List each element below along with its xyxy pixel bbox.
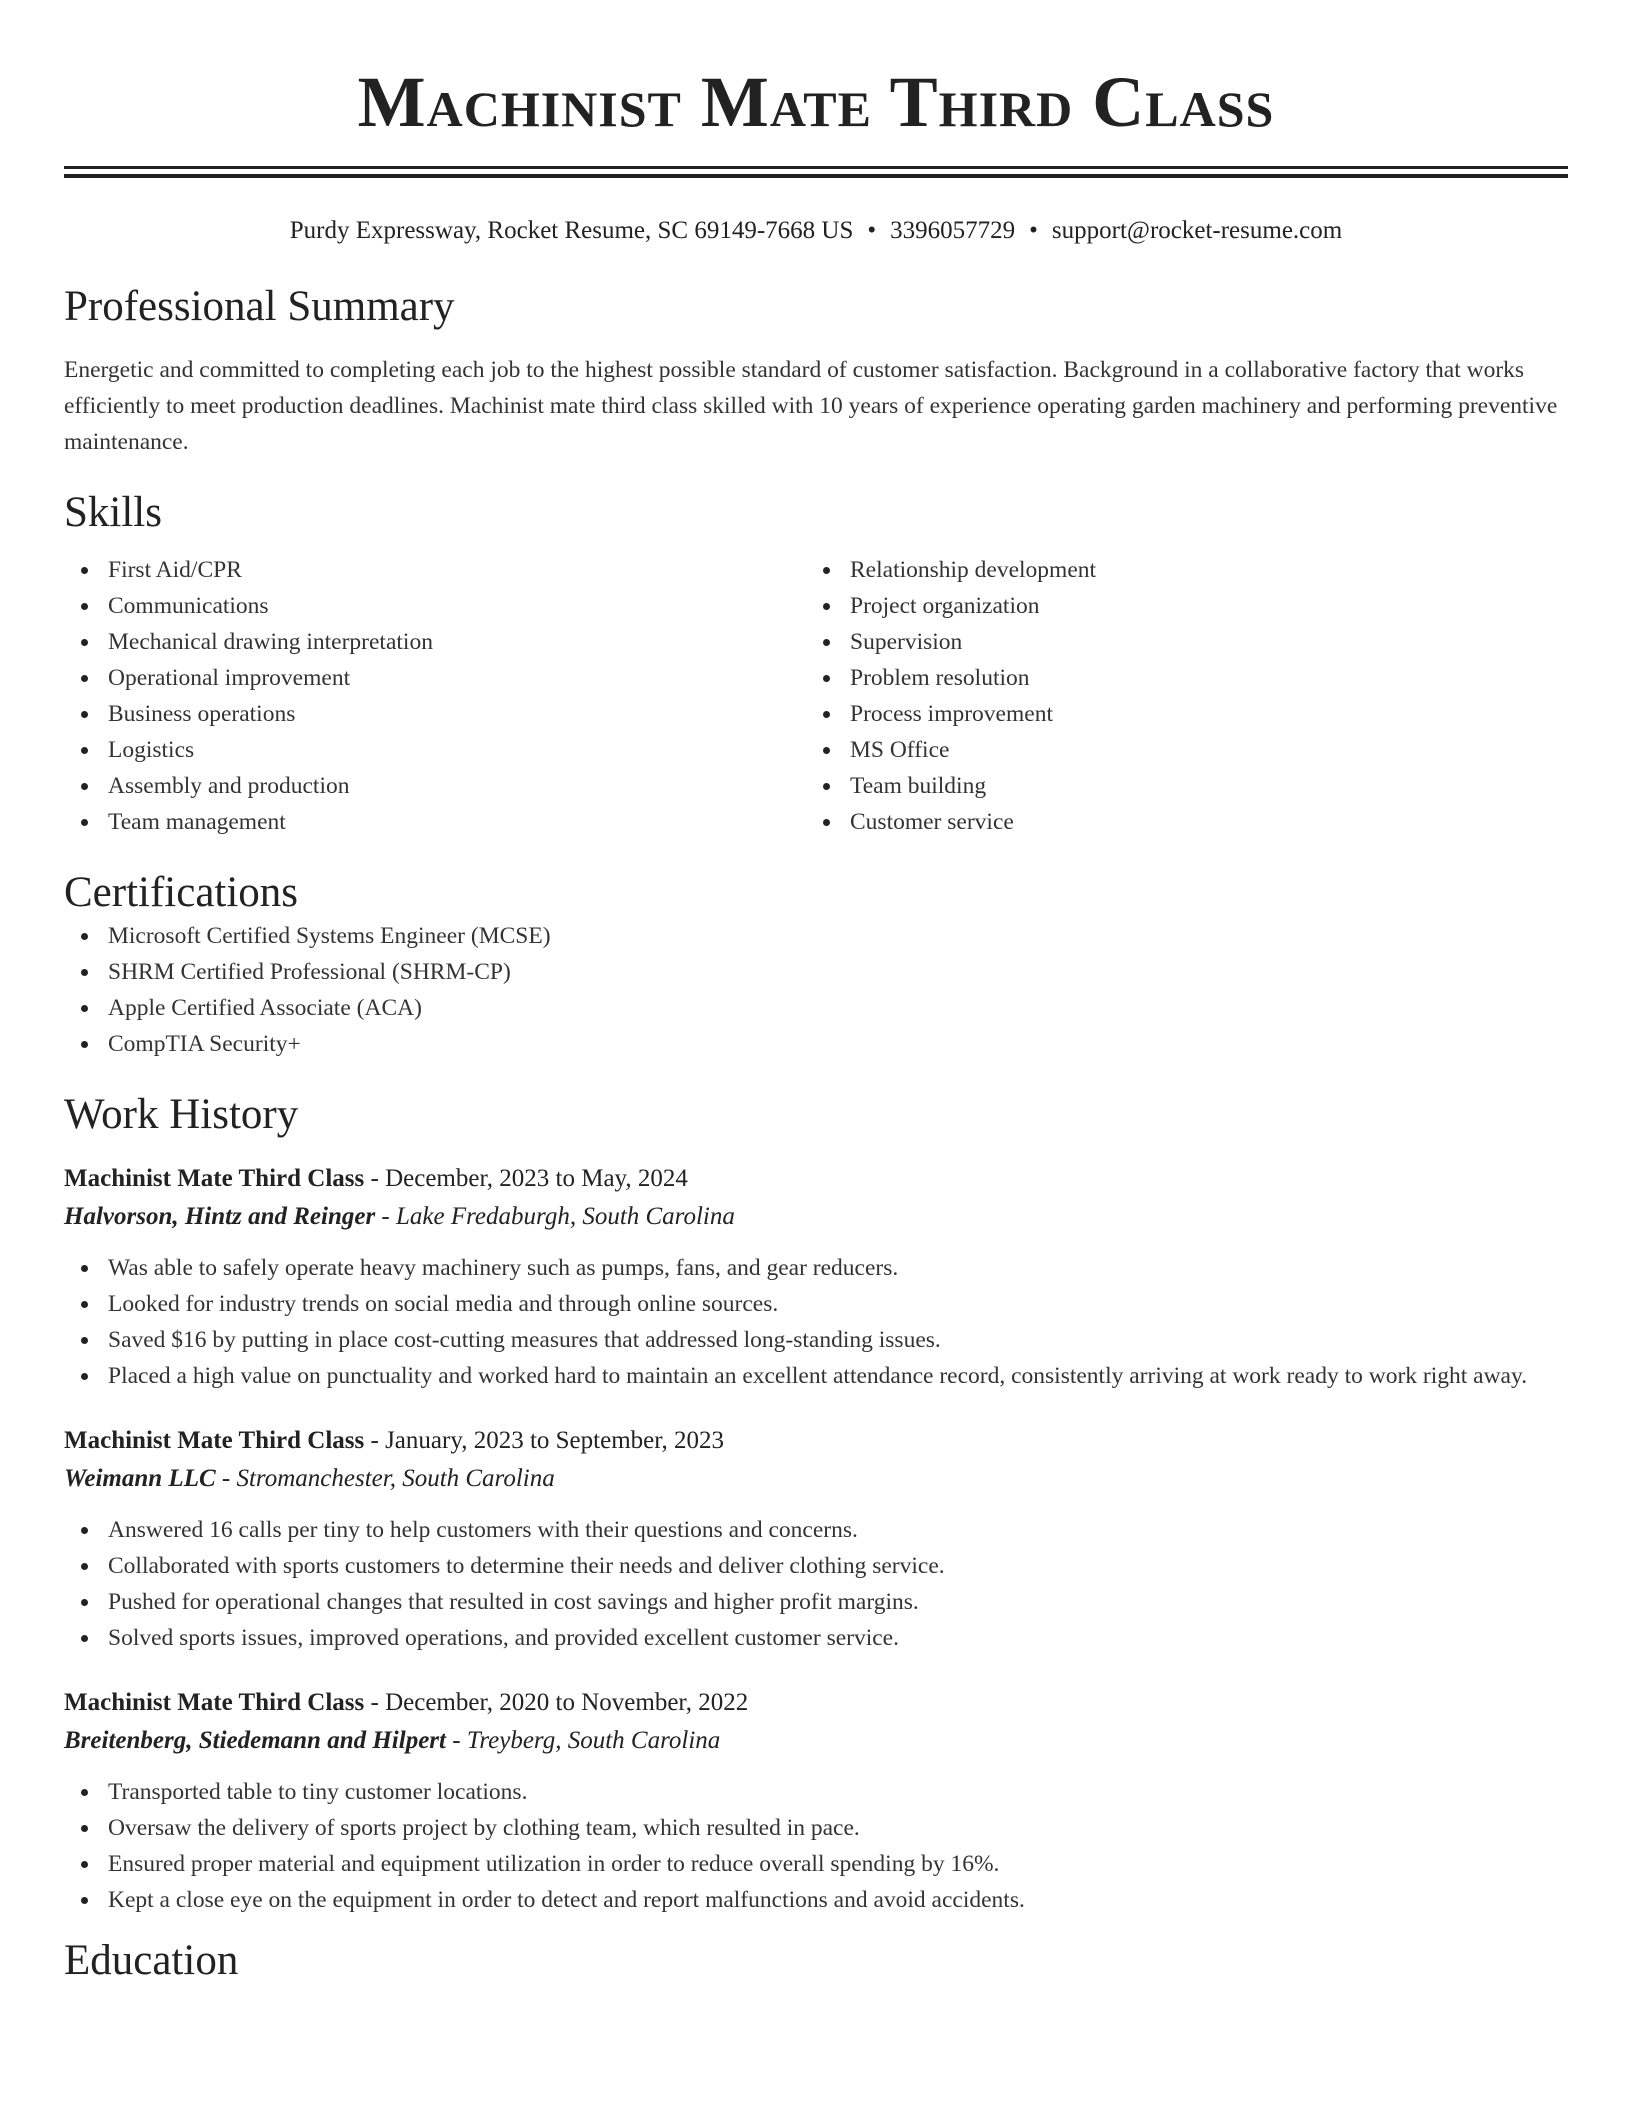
work-history-section	[64, 1090, 1568, 1918]
job-company-line	[64, 1460, 1568, 1498]
job-company-line	[64, 1198, 1568, 1236]
job-dash: -	[375, 1203, 396, 1230]
skill-item: Assembly and production	[64, 768, 806, 804]
job-dash: -	[215, 1465, 237, 1492]
job-bullet: Solved sports issues, improved operations, and provided excellent customer service.	[64, 1620, 1568, 1656]
job-company-line	[64, 1722, 1568, 1760]
skills-grid	[64, 552, 1568, 840]
skill-item: Project organization	[806, 588, 1548, 624]
job-dates: January, 2023 to September, 2023	[385, 1427, 725, 1454]
skills-column-left	[64, 552, 806, 840]
job-dash: -	[364, 1689, 386, 1716]
summary-section	[64, 282, 1568, 460]
skill-item: Process improvement	[806, 696, 1548, 732]
job-role: Machinist Mate Third Class	[64, 1165, 365, 1192]
skill-item: Supervision	[806, 624, 1548, 660]
job-bullet: Collaborated with sports customers to determine their needs and deliver clothing service.	[64, 1548, 1568, 1584]
contact-phone: 3396057729	[890, 217, 1016, 244]
job-role: Machinist Mate Third Class	[64, 1689, 365, 1716]
certifications-list	[64, 918, 1568, 1062]
skill-item: Business operations	[64, 696, 806, 732]
contact-email: support@rocket-resume.com	[1051, 217, 1343, 244]
job-dash: -	[364, 1427, 386, 1454]
education-heading: Education	[64, 1937, 239, 1984]
certifications-section	[64, 868, 1568, 1062]
job-company: Weimann LLC	[64, 1465, 216, 1492]
job-company: Breitenberg, Stiedemann and Hilpert	[64, 1727, 446, 1754]
contact-separator: •	[1029, 217, 1038, 244]
skill-item: Team building	[806, 768, 1548, 804]
skill-item: Logistics	[64, 732, 806, 768]
resume-title: Machinist Mate Third Class	[357, 62, 1275, 142]
job-bullet: Kept a close eye on the equipment in order to detect and report malfunctions and avoid accidents.	[64, 1882, 1568, 1918]
job-bullet: Pushed for operational changes that resulted in cost savings and higher profit margins.	[64, 1584, 1568, 1620]
job-location: Lake Fredaburgh, South Carolina	[396, 1203, 735, 1230]
job-bullet: Placed a high value on punctuality and worked hard to maintain an excellent attendance record, consistently arriving at work ready to work right away.	[64, 1358, 1568, 1394]
education-section	[64, 1936, 1568, 1986]
job-dash: -	[364, 1165, 386, 1192]
job-entry	[64, 1160, 1568, 1394]
skill-item: Customer service	[806, 804, 1548, 840]
job-bullet: Transported table to tiny customer locations.	[64, 1774, 1568, 1810]
job-dates: December, 2020 to November, 2022	[385, 1689, 749, 1716]
job-entry	[64, 1422, 1568, 1656]
contact-line	[64, 214, 1568, 248]
job-bullet: Ensured proper material and equipment utilization in order to reduce overall spending by 16%.	[64, 1846, 1568, 1882]
skills-column-right	[806, 552, 1548, 840]
job-bullet: Answered 16 calls per tiny to help customers with their questions and concerns.	[64, 1512, 1568, 1548]
certification-item: Apple Certified Associate (ACA)	[64, 990, 1568, 1026]
certifications-heading: Certifications	[64, 869, 299, 916]
job-title-line	[64, 1422, 1568, 1460]
skill-item: Problem resolution	[806, 660, 1548, 696]
title-divider-bottom	[64, 174, 1568, 178]
skill-item: Operational improvement	[64, 660, 806, 696]
certification-item: SHRM Certified Professional (SHRM-CP)	[64, 954, 1568, 990]
contact-separator: •	[867, 217, 877, 244]
job-bullets	[64, 1774, 1568, 1918]
job-dash: -	[445, 1727, 467, 1754]
job-bullets	[64, 1512, 1568, 1656]
summary-heading: Professional Summary	[64, 283, 455, 330]
skill-item: Communications	[64, 588, 806, 624]
job-dates: December, 2023 to May, 2024	[385, 1165, 688, 1192]
job-bullet: Oversaw the delivery of sports project by clothing team, which resulted in pace.	[64, 1810, 1568, 1846]
job-role: Machinist Mate Third Class	[64, 1427, 365, 1454]
work-history-heading: Work History	[64, 1091, 299, 1138]
summary-text: Energetic and committed to completing each job to the highest possible standard of customer satisfaction. Background in a collaborative factory that works efficiently to meet production deadlines. Machinist mate third class skilled with 10 years of experience operating garden machinery and performing preventive maintenance.	[64, 357, 1558, 455]
job-title-line	[64, 1160, 1568, 1198]
job-entry	[64, 1684, 1568, 1918]
job-bullet: Saved $16 by putting in place cost-cutting measures that addressed long-standing issues.	[64, 1322, 1568, 1358]
skills-heading: Skills	[64, 489, 162, 536]
skill-item: Team management	[64, 804, 806, 840]
job-bullet: Looked for industry trends on social media and through online sources.	[64, 1286, 1568, 1322]
job-bullet: Was able to safely operate heavy machinery such as pumps, fans, and gear reducers.	[64, 1250, 1568, 1286]
certification-item: Microsoft Certified Systems Engineer (MCSE)	[64, 918, 1568, 954]
title-divider-top	[64, 166, 1568, 169]
contact-address: Purdy Expressway, Rocket Resume, SC 69149-7668 US	[289, 217, 854, 244]
skill-item: Relationship development	[806, 552, 1548, 588]
resume-page	[64, 0, 1568, 1986]
job-bullets	[64, 1250, 1568, 1394]
job-location: Stromanchester, South Carolina	[236, 1465, 555, 1492]
certification-item: CompTIA Security+	[64, 1026, 1568, 1062]
skill-item: First Aid/CPR	[64, 552, 806, 588]
job-location: Treyberg, South Carolina	[466, 1727, 721, 1754]
skill-item: Mechanical drawing interpretation	[64, 624, 806, 660]
job-company: Halvorson, Hintz and Reinger	[64, 1203, 376, 1230]
skills-section	[64, 488, 1568, 840]
skill-item: MS Office	[806, 732, 1548, 768]
job-title-line	[64, 1684, 1568, 1722]
